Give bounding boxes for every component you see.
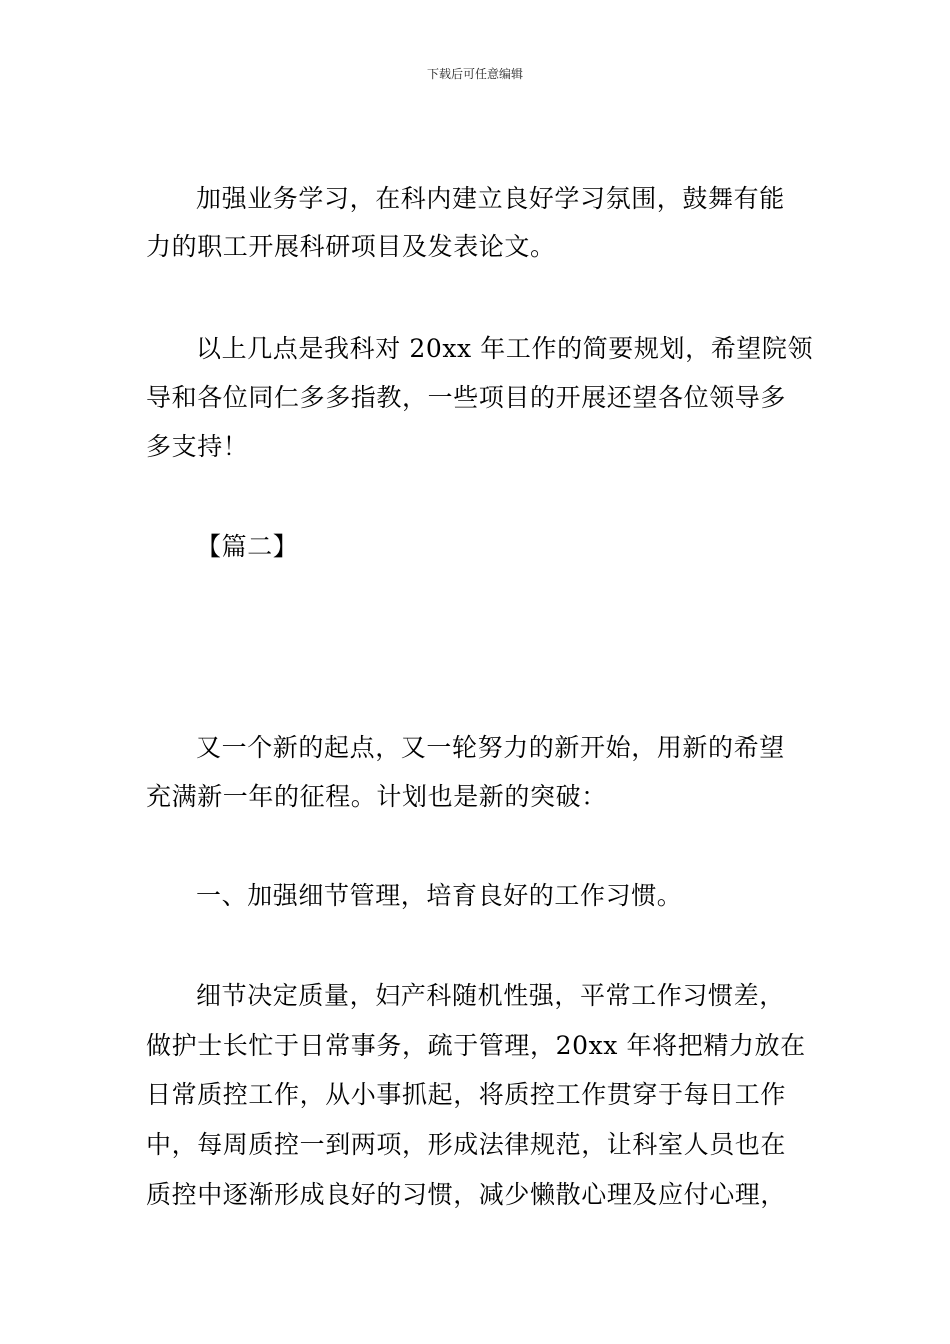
paragraph-line: 质控中逐渐形成良好的习惯，减少懒散心理及应付心理，	[146, 1180, 787, 1209]
paragraph-line: 日常质控工作，从小事抓起，将质控工作贯穿于每日工作	[146, 1080, 787, 1109]
paragraph-line: 做护士长忙于日常事务，疏于管理，20xx 年将把精力放在	[146, 1031, 806, 1060]
paragraph-line: 充满新一年的征程。计划也是新的突破：	[146, 782, 607, 811]
paragraph-line: 又一个新的起点，又一轮努力的新开始，用新的希望	[196, 733, 785, 762]
paragraph-line: 加强业务学习，在科内建立良好学习氛围，鼓舞有能	[196, 184, 785, 213]
list-item-heading: 一、加强细节管理，培育良好的工作习惯。	[196, 881, 683, 910]
paragraph-line: 多支持！	[146, 432, 249, 461]
paragraph-line: 以上几点是我科对 20xx 年工作的简要规划，希望院领	[196, 334, 814, 363]
page-header-note: 下载后可任意编辑	[426, 67, 523, 81]
paragraph-line: 细节决定质量，妇产科随机性强，平常工作习惯差，	[196, 981, 785, 1010]
paragraph-line: 导和各位同仁多多指教，一些项目的开展还望各位领导多	[146, 383, 787, 412]
paragraph-line: 中，每周质控一到两项，形成法律规范，让科室人员也在	[146, 1130, 787, 1159]
section-heading: 【篇二】	[196, 532, 299, 561]
paragraph-line: 力的职工开展科研项目及发表论文。	[146, 232, 556, 261]
